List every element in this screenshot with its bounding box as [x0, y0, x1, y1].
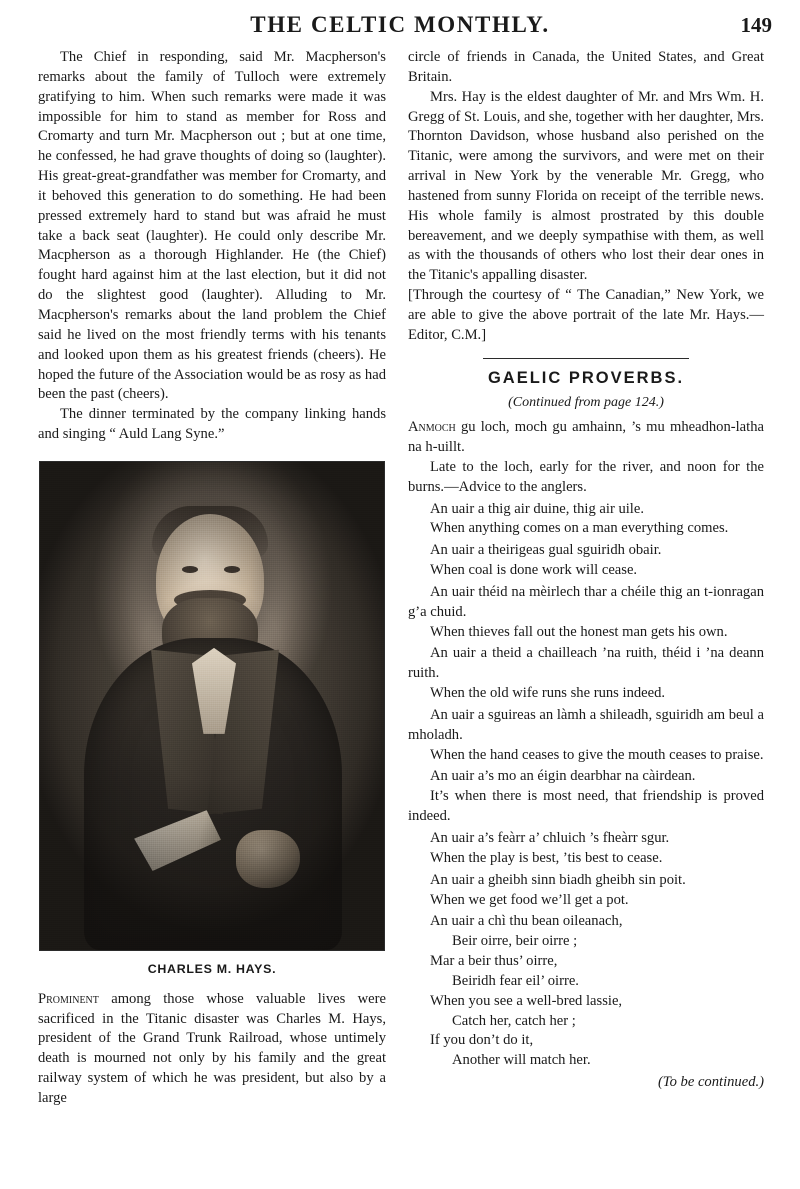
portrait-caption: CHARLES M. HAYS.	[147, 961, 277, 976]
verse-line: Beir oirre, beir oirre ;	[452, 933, 578, 950]
proverb-gaelic	[408, 418, 764, 458]
proverb-gaelic: An uair a sguireas an làmh a shileadh, sguiridh am beul a mholadh.	[408, 706, 764, 743]
proverb-english: When the play is best, ’tis best to cease.	[430, 849, 663, 866]
proverb-gaelic: An uair a theid a chailleach ’na ruith, théid i ’na deann ruith.	[408, 645, 764, 682]
paragraph-lead-word: Prominent	[38, 990, 99, 1007]
proverb-gaelic: An uair a’s mo an éigin dearbhar na càirdean.	[430, 768, 696, 785]
proverb-gaelic: An uair a’s feàrr a’ chluich ’s fheàrr sgur.	[430, 830, 670, 846]
proverb-english: When the old wife runs she runs indeed.	[430, 685, 666, 702]
verse-line: When you see a well-bred lassie,	[430, 992, 623, 1009]
verse-line: If you don’t do it,	[430, 1032, 534, 1049]
proverb-gaelic: An uair a theirigeas gual sguiridh obair.	[430, 542, 662, 559]
page-title: THE CELTIC MONTHLY.	[250, 12, 550, 37]
paragraph: circle of friends in Canada, the United States, and Great Britain.	[408, 49, 764, 85]
masthead	[0, 12, 800, 46]
right-column	[408, 48, 764, 1093]
verse-line: Another will match her.	[452, 1052, 591, 1069]
editor-note: [Through the courtesy of “ The Canadian,” New York, we are able to give the above portrait of the late Mr. Hays.—Editor, C.M.]	[408, 287, 764, 343]
portrait-grain	[40, 462, 384, 950]
verse-line: Catch her, catch her ;	[452, 1012, 576, 1029]
verse-line: An uair a chì thu bean oileanach,	[430, 913, 623, 930]
proverb-gaelic: An uair a gheibh sinn biadh gheibh sin poit.	[430, 871, 686, 888]
paragraph: The dinner terminated by the company linking hands and singing “ Auld Lang Syne.”	[38, 406, 386, 443]
proverb-gaelic: An uair théid na mèirlech thar a chéile thig an t-ionragan g’a chuid.	[408, 583, 764, 620]
proverb-english: Late to the loch, early for the river, and noon for the burns.—Advice to the anglers.	[408, 458, 764, 495]
paragraph: The Chief in responding, said Mr. Macpherson's remarks about the family of Tulloch were extremely gratifying to him. When such remarks were made it was impossible for him to stand as member for Ross and Cromarty and turn Mr. Macpherson out ; but at one time, he confessed, he had grave thoughts of doing so (laughter). His great-great-grandfather was member for Cromarty, and it behoved this generation to do something. He had been pressed extremely hard to stand but was afraid he must take a back seat (laughter). He could only describe Mr. Macpherson as a thorough Highlander. He (the Chief) fought hard against him at the last election, but it did not do the slightest good (laughter). Alluding to Mr. Macpherson's remarks about the land problem the Chief said he lived on the most friendly terms with his tenants and looked upon them as his greatest friends (cheers). He hoped the future of the Association would be as rosy as had been the past (cheers).	[38, 49, 386, 403]
page-number: 149	[740, 13, 772, 37]
proverb-english: When thieves fall out the honest man gets his own.	[430, 623, 728, 640]
proverb-gaelic-text: gu loch, moch gu amhainn, ’s mu mheadhon-latha na h-uillt.	[408, 419, 764, 455]
verse-line: Beiridh fear eil’ oirre.	[452, 972, 579, 989]
proverb-english: When coal is done work will cease.	[430, 562, 638, 579]
proverb-english: It’s when there is most need, that friendship is proved indeed.	[408, 788, 764, 825]
portrait-charles-m-hays	[39, 461, 385, 951]
proverb-english: When anything comes on a man everything comes.	[430, 520, 729, 537]
proverb-gaelic: An uair a thig air duine, thig air uile.	[430, 500, 644, 517]
portrait-figure	[38, 461, 386, 978]
paragraph-body: among those whose valuable lives were sacrificed in the Titanic disaster was Charles M. Hays, president of the Grand Trunk Railroad, whose untimely death is mourned not only by his family and the great railway system of which he was president, but also by a large	[38, 990, 386, 1106]
portrait-photo	[40, 462, 384, 950]
proverb-english: When we get food we’ll get a pot.	[430, 891, 629, 908]
paragraph-after-portrait	[38, 990, 386, 1109]
to-be-continued-note: (To be continued.)	[657, 1074, 764, 1091]
section-heading-gaelic-proverbs: GAELIC PROVERBS.	[487, 368, 685, 387]
proverb-lead-word: Anmoch	[408, 419, 456, 436]
paragraph: Mrs. Hay is the eldest daughter of Mr. and Mrs Wm. H. Gregg of St. Louis, and she, together with her daughter, Mrs. Thornton Davidson, whose husband also perished on the Titanic, were among the survivors, and were met on their arrival in New York by the venerable Mr. Gregg, who hastened from sunny Florida on receipt of the terrible news. His whole family is almost prostrated by this double bereavement, and we deeply sympathise with them, as well as with the thousands of others who lost their dear ones in the Titanic's appalling disaster.	[408, 88, 764, 284]
continued-from-note: (Continued from page 124.)	[508, 395, 664, 411]
verse-line: Mar a beir thus’ oirre,	[430, 953, 558, 970]
proverb-english: When the hand ceases to give the mouth ceases to praise.	[430, 746, 764, 763]
section-divider	[483, 358, 689, 359]
left-column	[38, 48, 386, 1109]
